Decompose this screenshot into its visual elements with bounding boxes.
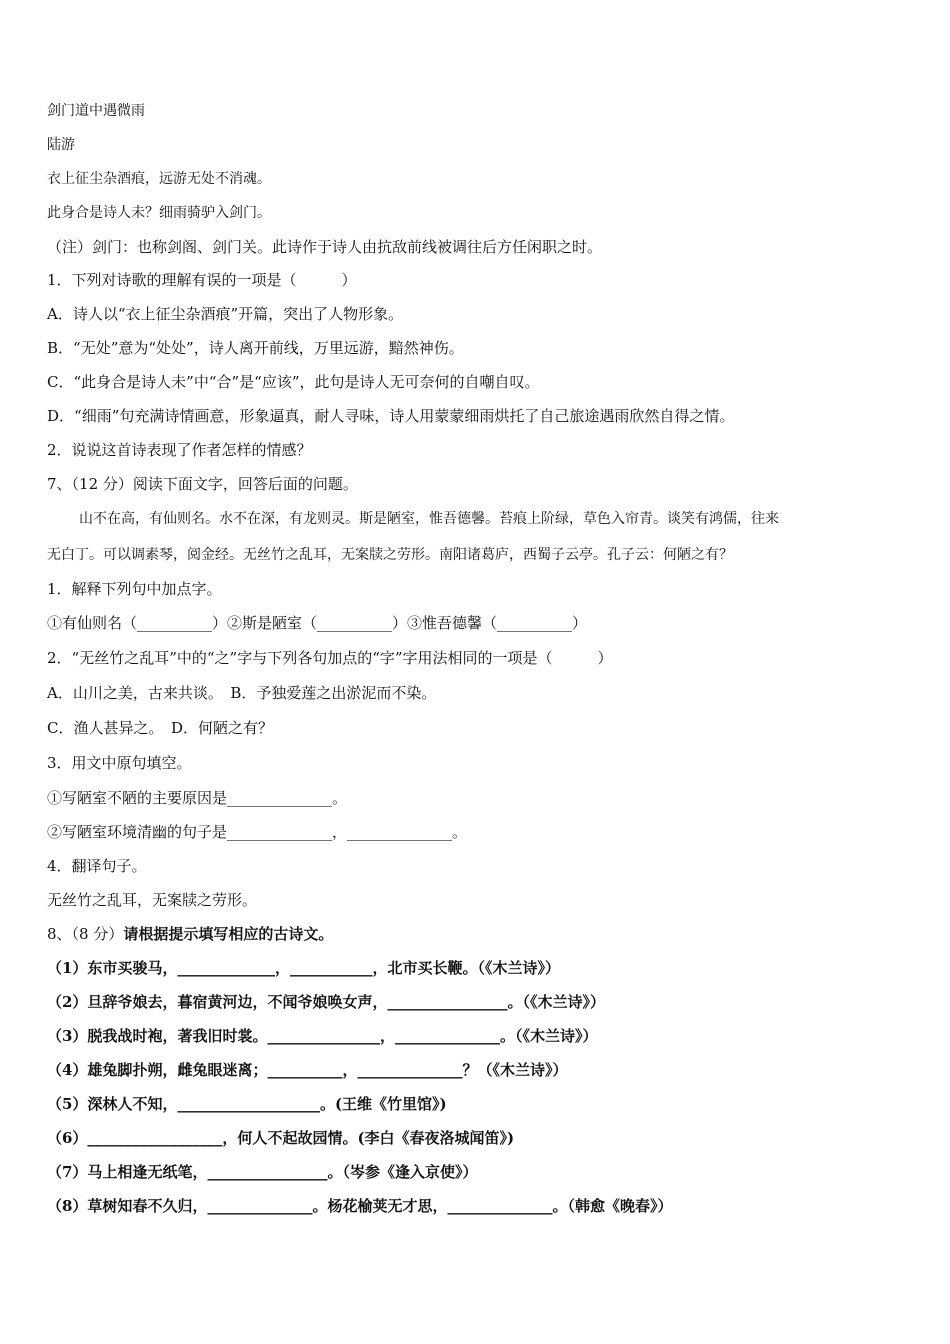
q8-header-instruction: 请根据提示填写相应的古诗文。	[123, 925, 334, 943]
q6-option-a: A．诗人以“衣上征尘杂酒痕”开篇，突出了人物形象。	[47, 305, 404, 323]
q6-option-c: C．“此身合是诗人未”中“合”是“应该”，此句是诗人无可奈何的自嘲自叹。	[47, 373, 540, 391]
q8-item: （6）__________________，何人不起故园情。(李白《春夜洛城闻笛》)	[47, 1129, 515, 1147]
poem-line-1: 衣上征尘杂酒痕，远游无处不消魂。	[47, 171, 271, 187]
poem-title: 剑门道中遇微雨	[47, 103, 145, 119]
q8-item: （3）脱我战时袍，著我旧时裳。_______________，______________。（《木兰诗》）	[47, 1027, 598, 1045]
q7-subquestion-4: 4．翻译句子。	[47, 857, 147, 875]
q8-header-prefix: 8、（8 分）	[47, 925, 124, 943]
q6-question-1: 1．下列对诗歌的理解有误的一项是（ ）	[47, 271, 357, 289]
q7-subquestion-1-items: ①有仙则名（__________）②斯是陋室（__________）③惟吾德馨（__________）	[47, 614, 588, 632]
q8-item: （2）旦辞爷娘去，暮宿黄河边，不闻爷娘唤女声，________________。（《木兰诗》）	[47, 993, 605, 1011]
q7-subquestion-2-options-ab: A．山川之美，古来共谈。 B．予独爱莲之出淤泥而不染。	[47, 684, 437, 702]
q7-header: 7、（12 分）阅读下面文字，回答后面的问题。	[47, 475, 358, 493]
q6-question-2: 2．说说这首诗表现了作者怎样的情感？	[47, 441, 312, 459]
q7-subquestion-2: 2．“无丝竹之乱耳”中的“之”字与下列各句加点的“字”字用法相同的一项是（ ）	[47, 649, 613, 667]
poem-line-2: 此身合是诗人未？细雨骑驴入剑门。	[47, 205, 271, 221]
q7-passage-line-1: 山不在高，有仙则名。水不在深，有龙则灵。斯是陋室，惟吾德馨。苔痕上阶绿，草色入帘青。谈笑有鸿儒，往来	[79, 511, 779, 527]
q7-subquestion-1: 1．解释下列句中加点字。	[47, 580, 222, 598]
q6-option-d: D．“细雨”句充满诗情画意，形象逼真，耐人寻味，诗人用蒙蒙细雨烘托了自己旅途遇雨欣然自得之情。	[47, 407, 735, 425]
q7-subquestion-4-sentence: 无丝竹之乱耳，无案牍之劳形。	[47, 891, 258, 909]
q7-subquestion-2-options-cd: C．渔人甚异之。 D．何陋之有？	[47, 719, 274, 737]
q8-header	[47, 924, 333, 944]
q7-passage-line-2: 无白丁。可以调素琴，阅金经。无丝竹之乱耳，无案牍之劳形。南阳诸葛庐，西蜀子云亭。孔子云：何陋之有？	[47, 547, 733, 563]
q8-item: （5）深林人不知，___________________。(王维《竹里馆》)	[47, 1095, 447, 1113]
poem-author: 陆游	[47, 137, 75, 153]
q8-item: （1）东市买骏马，_____________，___________，北市买长鞭。（《木兰诗》）	[47, 959, 560, 977]
q6-option-b: B．“无处”意为“处处”，诗人离开前线，万里远游，黯然神伤。	[47, 339, 464, 357]
q8-item: （7）马上相逢无纸笔，________________。（岑参《逢入京使》）	[47, 1163, 478, 1181]
q7-subquestion-3-item-1: ①写陋室不陋的主要原因是______________。	[47, 789, 348, 807]
q8-item: （4）雄兔脚扑朔，雌兔眼迷离；__________，______________？（《木兰诗》）	[47, 1061, 568, 1079]
q7-subquestion-3: 3．用文中原句填空。	[47, 754, 192, 772]
poem-note: （注）剑门：也称剑阁、剑门关。此诗作于诗人由抗敌前线被调往后方任闲职之时。	[47, 238, 603, 256]
q8-item: （8）草树知春不久归，______________。杨花榆荚无才思，______________。（韩愈《晚春》）	[47, 1197, 673, 1215]
q7-subquestion-3-item-2: ②写陋室环境清幽的句子是______________，______________。	[47, 823, 468, 841]
